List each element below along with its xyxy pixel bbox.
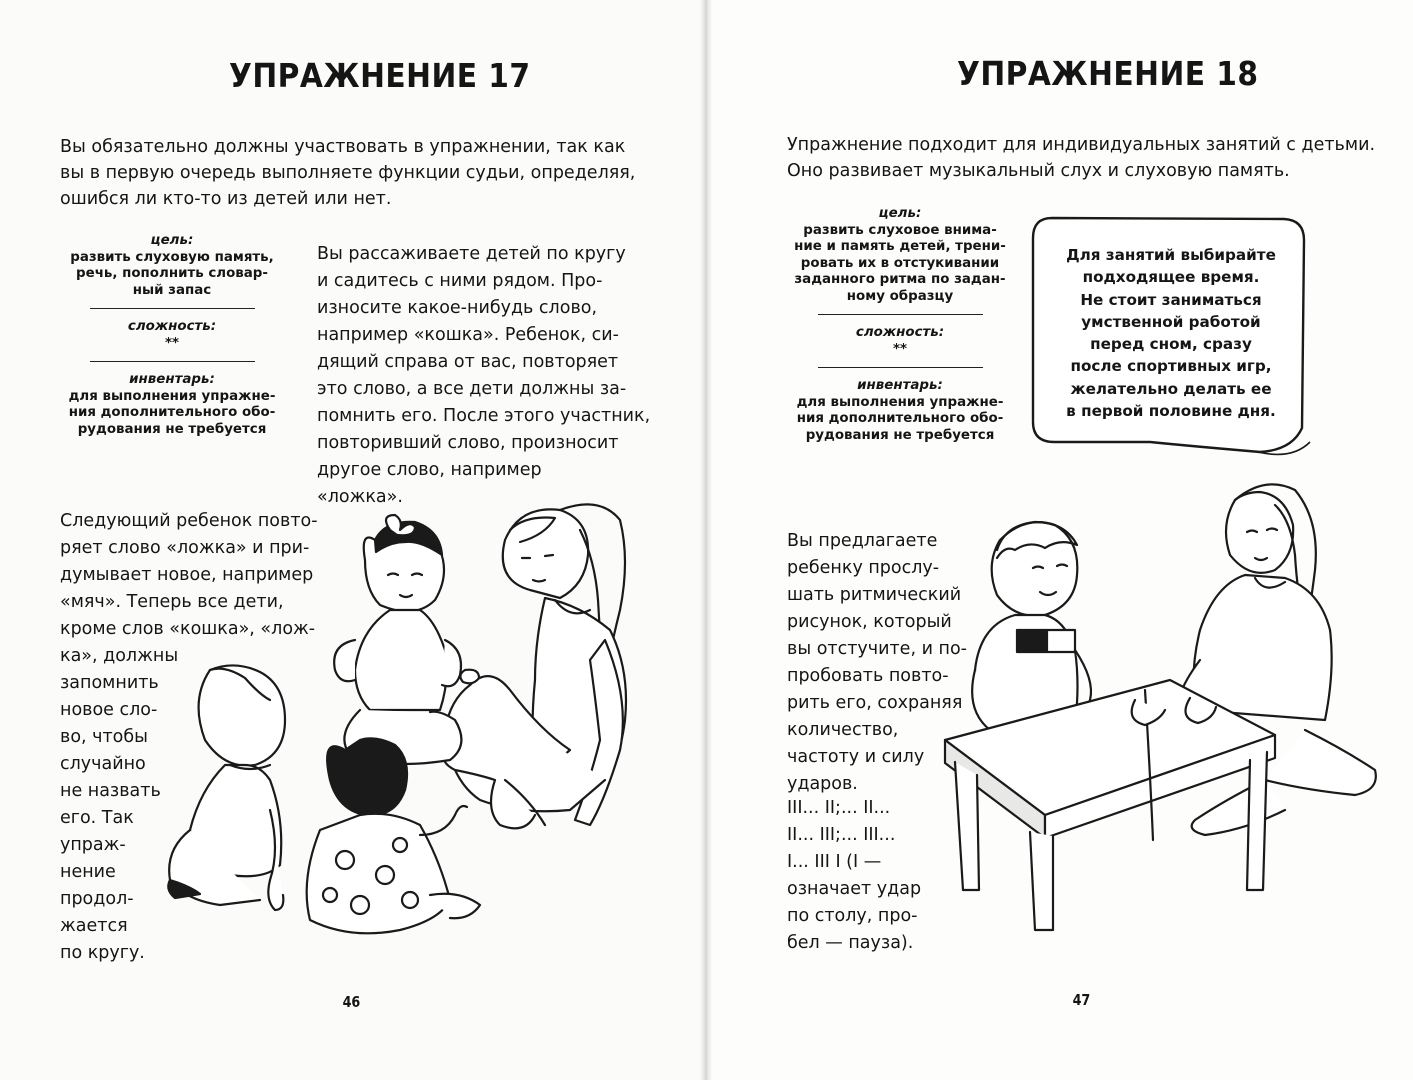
column-line: дящий справа от вас, повторяет <box>317 352 619 372</box>
tip-line: после спортивных игр, <box>1070 357 1272 376</box>
bottom-line: Следующий ребенок повто- <box>60 511 318 531</box>
goal-line: развить слуховое внима- <box>803 222 997 238</box>
illustration-children-circle-icon <box>150 480 650 950</box>
book-spine <box>700 0 712 1080</box>
equipment-line: рудования не требуется <box>805 427 995 443</box>
intro-line: ошибся ли кто-то из детей или нет. <box>60 189 392 209</box>
goal-line: ный запас <box>132 282 212 298</box>
woman-figure-right <box>1180 484 1376 835</box>
column-line: повторивший слово, произносит <box>317 433 619 453</box>
child-left-figure <box>168 665 285 910</box>
bottom-line: думывает новое, например <box>60 565 314 585</box>
bottom-line: во, чтобы <box>60 727 148 747</box>
column-line: например «кошка». Ребенок, си- <box>317 325 619 345</box>
page-title-right: УПРАЖНЕНИЕ 18 <box>957 54 1259 93</box>
divider <box>818 367 983 368</box>
column-line: и садитесь с ними рядом. Про- <box>317 271 603 291</box>
body-line: пробовать повто- <box>787 666 949 686</box>
body-line: ударов. <box>787 774 858 794</box>
page-number-right: 47 <box>1072 991 1091 1009</box>
body-line: означает удар <box>787 879 922 899</box>
bottom-line: жается <box>60 916 128 936</box>
equipment-label: инвентарь: <box>857 378 943 393</box>
intro-line: Упражнение подходит для индивидуальных занятий с детьми. <box>787 135 1376 155</box>
difficulty-value: ** <box>892 341 907 357</box>
page-number-left: 46 <box>342 993 361 1011</box>
body-line: по столу, про- <box>787 906 918 926</box>
equipment-line: для выполнения упражне- <box>796 394 1004 410</box>
body-line: I... III I (I — <box>787 852 882 872</box>
intro-line: вы в первую очередь выполняете функции судьи, определяя, <box>60 163 636 183</box>
exercise-info-left <box>60 233 284 438</box>
tip-line: Для занятий выбирайте <box>1066 246 1276 264</box>
tip-line: желательно делать ее <box>1070 379 1272 398</box>
goal-line: ному образцу <box>846 288 954 304</box>
equipment-line: рудования не требуется <box>77 421 267 437</box>
bottom-line: случайно <box>60 754 146 774</box>
divider <box>90 361 255 362</box>
body-line: количество, <box>787 720 899 740</box>
bottom-line: продол- <box>60 889 134 909</box>
bottom-line: по кругу. <box>60 943 145 963</box>
body-line: шать ритмический <box>787 585 962 605</box>
body-line: II... III;... III... <box>787 825 896 845</box>
goal-label: цель: <box>878 206 922 221</box>
bottom-line: ка», должны <box>60 646 179 666</box>
tip-line: в первой половине дня. <box>1066 402 1276 421</box>
tip-line: умственной работой <box>1081 312 1261 331</box>
equipment-line: ния дополнительного обо- <box>68 405 276 420</box>
bottom-line: упраж- <box>60 835 126 855</box>
column-line: износите какое-нибудь слово, <box>317 298 598 318</box>
bottom-line: запомнить <box>60 673 159 693</box>
column-line: помнить его. После этого участник, <box>317 406 651 426</box>
page-title-left: УПРАЖНЕНИЕ 17 <box>229 56 531 95</box>
bottom-line: нение <box>60 862 116 882</box>
bottom-line: «мяч». Теперь все дети, <box>60 592 284 612</box>
tip-line: подходящее время. <box>1082 268 1260 287</box>
woman-figure <box>444 504 626 828</box>
column-line: «ложка». <box>317 487 403 507</box>
girl-with-bows-figure <box>334 515 461 764</box>
goal-line: речь, пополнить словар- <box>76 266 268 281</box>
illustration-table-icon <box>935 470 1385 940</box>
bottom-line: ряет слово «ложка» и при- <box>60 538 310 558</box>
body-line: III... II;... II... <box>787 798 891 818</box>
column-line: это слово, а все дети должны за- <box>317 379 627 399</box>
body-line: рить его, сохраняя <box>787 693 963 713</box>
bottom-line: его. Так <box>60 808 134 828</box>
difficulty-label: сложность: <box>855 325 945 340</box>
tip-text <box>1046 244 1296 422</box>
bottom-line: новое сло- <box>60 700 158 720</box>
intro-line: Вы обязательно должны участвовать в упражнении, так как <box>60 137 626 157</box>
difficulty-label: сложность: <box>127 319 217 334</box>
goal-line: ние и память детей, трени- <box>794 239 1006 254</box>
body-line: рисунок, который <box>787 612 952 632</box>
exercise-info-right <box>786 206 1014 444</box>
bottom-line: не назвать <box>60 781 161 801</box>
column-line: другое слово, например <box>317 460 542 480</box>
divider <box>90 308 255 309</box>
goal-line: ровать их в отстукивании <box>800 255 1000 271</box>
body-line: ребенку прослу- <box>787 558 940 578</box>
body-line: частоту и силу <box>787 747 925 767</box>
goal-label: цель: <box>150 233 194 248</box>
goal-line: развить слуховую память, <box>70 249 274 265</box>
equipment-line: ния дополнительного обо- <box>796 411 1004 426</box>
tip-line: перед сном, сразу <box>1090 335 1252 354</box>
goal-line: заданного ритма по задан- <box>794 272 1006 287</box>
difficulty-value: ** <box>164 335 179 351</box>
column-line: Вы рассаживаете детей по кругу <box>317 244 626 264</box>
divider <box>818 314 983 315</box>
body-line: вы отстучите, и по- <box>787 639 967 659</box>
body-line: бел — пауза). <box>787 933 914 953</box>
equipment-line: для выполнения упражне- <box>68 388 276 404</box>
equipment-label: инвентарь: <box>129 372 215 387</box>
intro-line: Оно развивает музыкальный слух и слуховую память. <box>787 161 1290 181</box>
tip-line: Не стоит заниматься <box>1080 290 1262 309</box>
body-line: Вы предлагаете <box>787 531 938 551</box>
bottom-line: кроме слов «кошка», «лож- <box>60 619 316 639</box>
